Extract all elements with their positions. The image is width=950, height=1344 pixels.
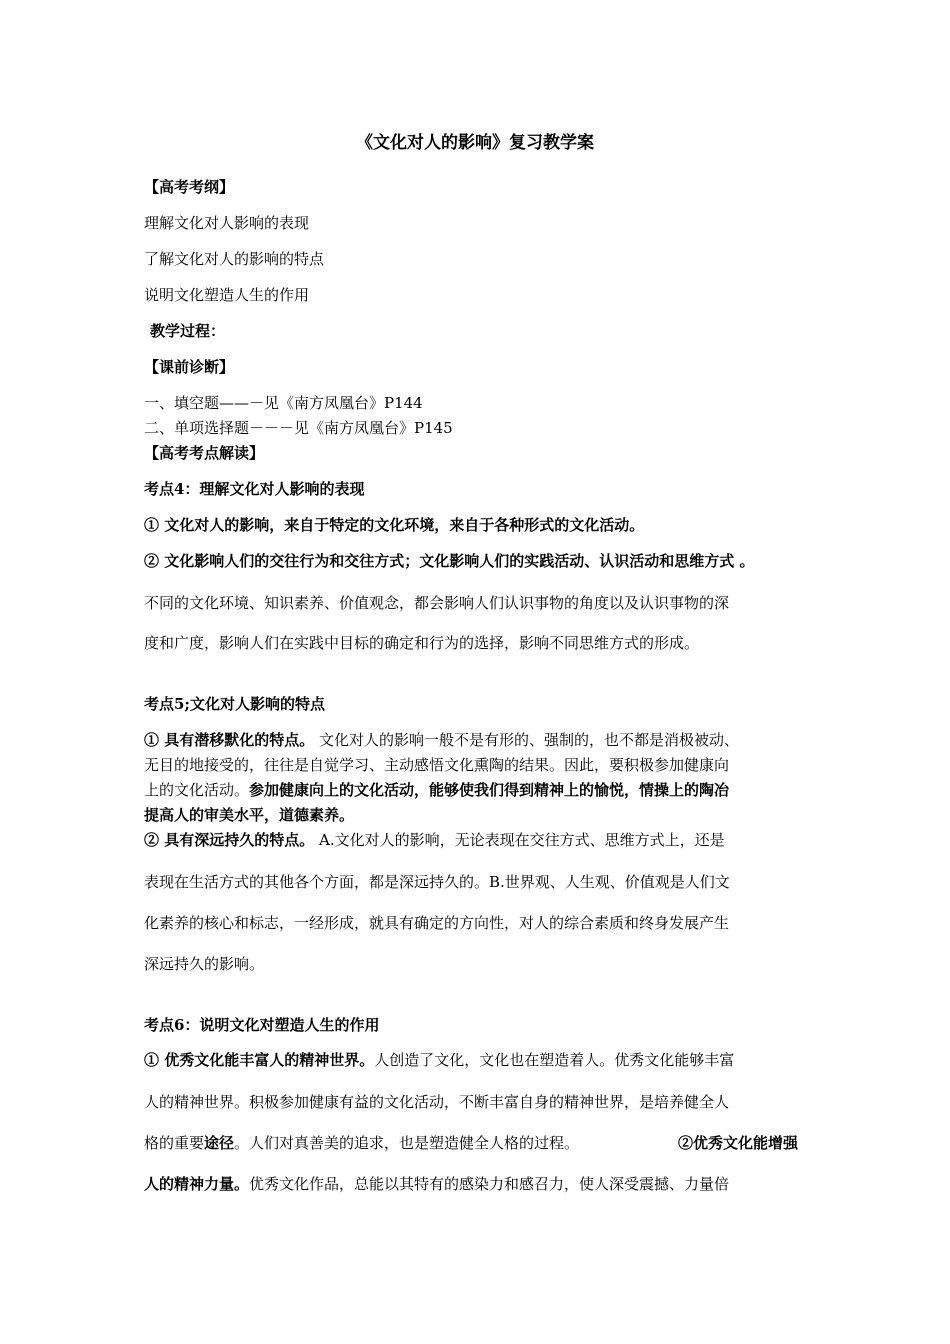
point5-a-line-3-bold: 参加健康向上的文化活动，能够使我们得到精神上的愉悦，情操上的陶冶 [249,781,730,799]
point5-a-line-3 [144,780,729,800]
outline-item-3: 说明文化塑造人生的作用 [144,286,310,304]
point6-b-label-end: 人的精神力量。 [144,1175,250,1193]
process-label: 教学过程： [150,322,226,340]
point6-b-line-1 [144,1174,729,1194]
point5-b-line-4: 深远持久的影响。 [144,955,265,973]
point5-b-line-2: 表现在生活方式的其他各个方面，都是深远持久的。B.世界观、人生观、价值观是人们文 [144,873,730,891]
point5-b-line-3: 化素养的核心和标志，一经形成，就具有确定的方向性，对人的综合素质和终身发展产生 [144,914,730,932]
point6-b-text: 优秀文化作品，总能以其特有的感染力和感召力，使人深受震撼、力量倍 [249,1175,730,1193]
point5-a-line-3-text: 上的文化活动。 [144,781,250,799]
diagnosis-item-1: 一、填空题——－见《南方凤凰台》P144 [144,394,423,412]
point6-a-line-3-bold: 途径 [204,1134,235,1152]
interpretation-heading: 【高考考点解读】 [144,444,265,462]
point6-heading: 考点6：说明文化对塑造人生的作用 [144,1016,380,1034]
point5-a-line-2: 无目的地接受的，往往是自觉学习、主动感悟文化熏陶的结果。因此，要积极参加健康向 [144,756,730,774]
point5-b-line-1 [144,830,725,850]
document-title: 《文化对人的影响》复习教学案 [356,133,594,153]
outline-item-1: 理解文化对人影响的表现 [144,214,310,232]
point6-b-label-start: ②优秀文化能增强 [678,1134,799,1152]
outline-heading: 【高考考纲】 [144,178,235,196]
point5-b-text: A.文化对人的影响，无论表现在交往方式、思维方式上，还是 [314,831,725,849]
point6-a-label: ① 优秀文化能丰富人的精神世界。 [144,1051,375,1069]
point4-heading: 考点4：理解文化对人影响的表现 [144,480,365,498]
diagnosis-heading: 【课前诊断】 [144,358,235,376]
point6-a-line-1 [144,1050,734,1070]
point5-a-line-1 [144,730,739,750]
point4-paragraph-1: ① 文化对人的影响，来自于特定的文化环境，来自于各种形式的文化活动。 [144,516,645,534]
point4-paragraph-2: ② 文化影响人们的交往行为和交往方式；文化影响人们的实践活动、认识活动和思维方式 。 [144,552,755,570]
point6-a-line-3-post: 。人们对真善美的追求，也是塑造健全人格的过程。 [234,1134,580,1152]
point4-paragraph-3-line-1: 不同的文化环境、知识素养、价值观念，都会影响人们认识事物的角度以及认识事物的深 [144,594,730,612]
point6-a-line-3-pre: 格的重要 [144,1134,205,1152]
point6-a-line-3 [144,1133,579,1153]
point5-heading: 考点5;文化对人影响的特点 [144,695,325,713]
point6-a-text: 人创造了文化，文化也在塑造着人。优秀文化能够丰富 [374,1051,735,1069]
point5-a-line-4: 提高人的审美水平，道德素养。 [144,806,355,824]
point5-b-label: ② 具有深远持久的特点。 [144,831,315,849]
point5-a-text: 文化对人的影响一般不是有形的、强制的，也不都是消极被动、 [314,731,740,749]
point5-a-label: ① 具有潜移默化的特点。 [144,731,315,749]
outline-item-2: 了解文化对人的影响的特点 [144,250,325,268]
point6-a-line-2: 人的精神世界。积极参加健康有益的文化活动，不断丰富自身的精神世界，是培养健全人 [144,1093,730,1111]
point4-paragraph-3-line-2: 度和广度，影响人们在实践中目标的确定和行为的选择，影响不同思维方式的形成。 [144,634,700,652]
diagnosis-item-2: 二、单项选择题－－－见《南方凤凰台》P145 [144,419,453,437]
